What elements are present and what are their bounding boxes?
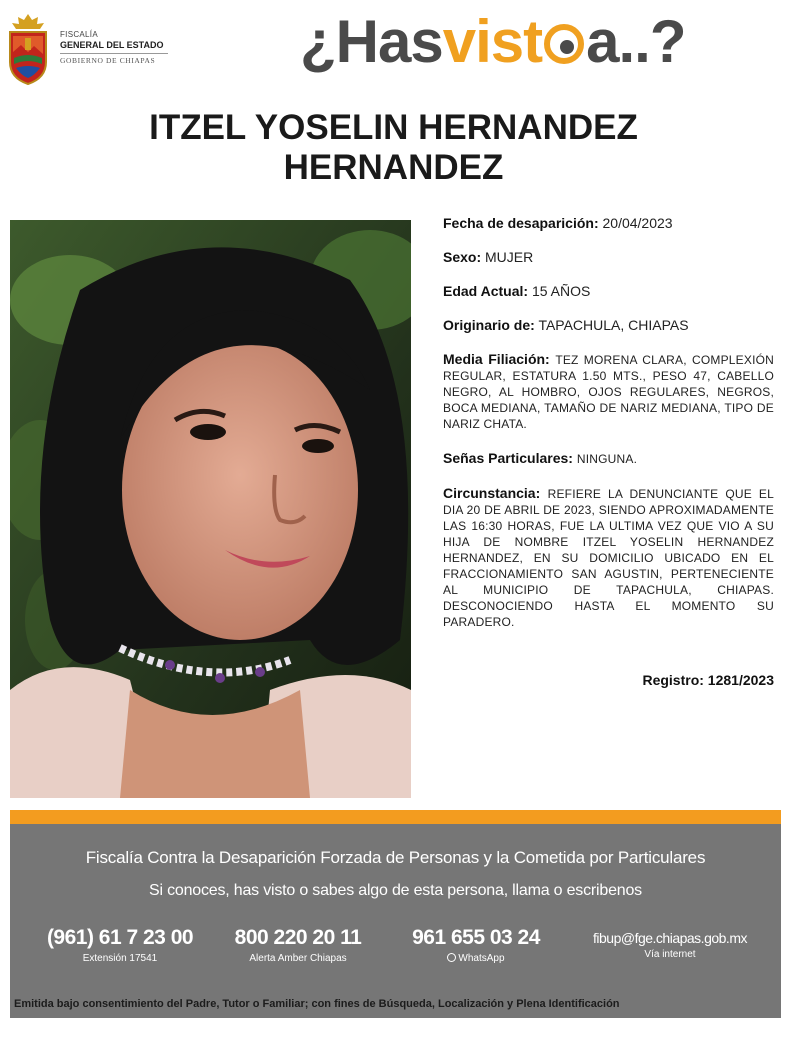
label-sexo: Sexo: — [443, 249, 482, 265]
field-senas — [443, 451, 774, 467]
value-edad: 15 AÑOS — [531, 283, 591, 299]
header — [0, 0, 787, 100]
slogan-part3: a..? — [586, 8, 686, 75]
contact-email-note: Vía internet — [644, 949, 696, 960]
contact-phone-amber-number[interactable]: 800 220 20 11 — [234, 926, 362, 949]
logo-line-gobierno: GOBIERNO DE CHIAPAS — [60, 56, 156, 65]
field-filiacion — [443, 352, 774, 432]
state-shield-icon — [4, 12, 52, 86]
field-sexo — [443, 250, 774, 265]
value-sexo: MUJER — [485, 249, 534, 265]
value-originario: TAPACHULA, CHIAPAS — [538, 317, 689, 333]
field-circunstancia — [443, 486, 774, 630]
value-filiacion: TEZ MORENA CLARA, COMPLEXIÓN REGULAR, ESTATURA 1.50 MTS., PESO 47, CABELLO NEGRO, AL HOMBRO, OJOS REGULARES, NEGROS, BOCA MEDIANA, TAMAÑO DE NARIZ MEDIANA, TIPO DE NARIZ CHATA. — [443, 353, 775, 431]
person-name-line2: HERNANDEZ — [283, 148, 504, 187]
slogan-has-visto — [300, 2, 685, 82]
slogan-part1: ¿Has — [300, 8, 443, 75]
field-originario — [443, 318, 774, 333]
contact-email[interactable] — [580, 926, 760, 960]
footer-title: Fiscalía Contra la Desaparición Forzada de Personas y la Cometida por Particulares — [85, 848, 706, 867]
slogan-part2: vist — [442, 8, 543, 75]
label-fecha: Fecha de desaparición: — [443, 215, 599, 231]
footer-panel — [10, 824, 781, 1018]
contact-whatsapp[interactable] — [406, 926, 546, 964]
label-circunstancia: Circunstancia: — [443, 485, 541, 501]
contact-email-address[interactable]: fibup@fge.chiapas.gob.mx — [593, 930, 747, 946]
info-panel — [443, 216, 774, 649]
value-circunstancia: REFIERE LA DENUNCIANTE QUE EL DIA 20 DE ABRIL DE 2023, SIENDO APROXIMADAMENTE LAS 16:30 HORAS, FUE LA ULTIMA VEZ QUE VIO A SU HIJA DE NOMBRE ITZEL YOSELIN HERNANDEZ HERNANDEZ, EN SU DOMICILIO UBICADO EN EL FRACCIONAMIENTO SAN AGUSTIN, PERTENECIENTE AL MUNICIPIO DE TAPACHULA, CHIAPAS. DESCONOCIENDO HASTA EL MOMENTO SU PARADERO. — [443, 487, 774, 629]
eye-icon — [544, 24, 584, 64]
contact-phone-office-note: Extensión 17541 — [82, 953, 158, 964]
orange-divider — [10, 810, 781, 824]
registro-number: Registro: 1281/2023 — [642, 672, 774, 688]
whatsapp-icon — [447, 953, 456, 962]
contact-phone-office-number[interactable]: (961) 61 7 23 00 — [46, 926, 194, 949]
label-originario: Originario de: — [443, 317, 535, 333]
value-fecha: 20/04/2023 — [602, 215, 673, 231]
logo-divider — [60, 53, 168, 54]
person-name — [0, 108, 787, 188]
field-fecha — [443, 216, 774, 231]
label-filiacion: Media Filiación: — [443, 351, 550, 367]
logo-text — [60, 30, 168, 65]
contact-whatsapp-number[interactable]: 961 655 03 24 — [412, 926, 540, 949]
disclaimer-text: Emitida bajo consentimiento del Padre, Tutor o Familiar; con fines de Búsqueda, Localización y Plena Identificación — [14, 998, 620, 1010]
contact-list — [10, 926, 781, 976]
person-photo-illustration — [10, 220, 411, 798]
logo-line-fiscalia: FISCALÍA — [60, 30, 98, 39]
contact-phone-amber[interactable] — [228, 926, 368, 964]
label-senas: Señas Particulares: — [443, 450, 573, 466]
logo-line-general: GENERAL DEL ESTADO — [60, 40, 164, 50]
person-name-line1: ITZEL YOSELIN HERNANDEZ — [149, 108, 638, 147]
footer-subtitle: Si conoces, has visto o sabes algo de esta persona, llama o escribenos — [149, 882, 642, 899]
contact-phone-amber-note: Alerta Amber Chiapas — [249, 953, 347, 964]
value-senas: NINGUNA. — [576, 452, 638, 466]
contact-whatsapp-note — [406, 953, 546, 964]
contact-phone-office[interactable] — [40, 926, 200, 964]
contact-whatsapp-label: WhatsApp — [458, 953, 505, 964]
person-photo — [10, 220, 411, 798]
field-edad — [443, 284, 774, 299]
label-edad: Edad Actual: — [443, 283, 529, 299]
